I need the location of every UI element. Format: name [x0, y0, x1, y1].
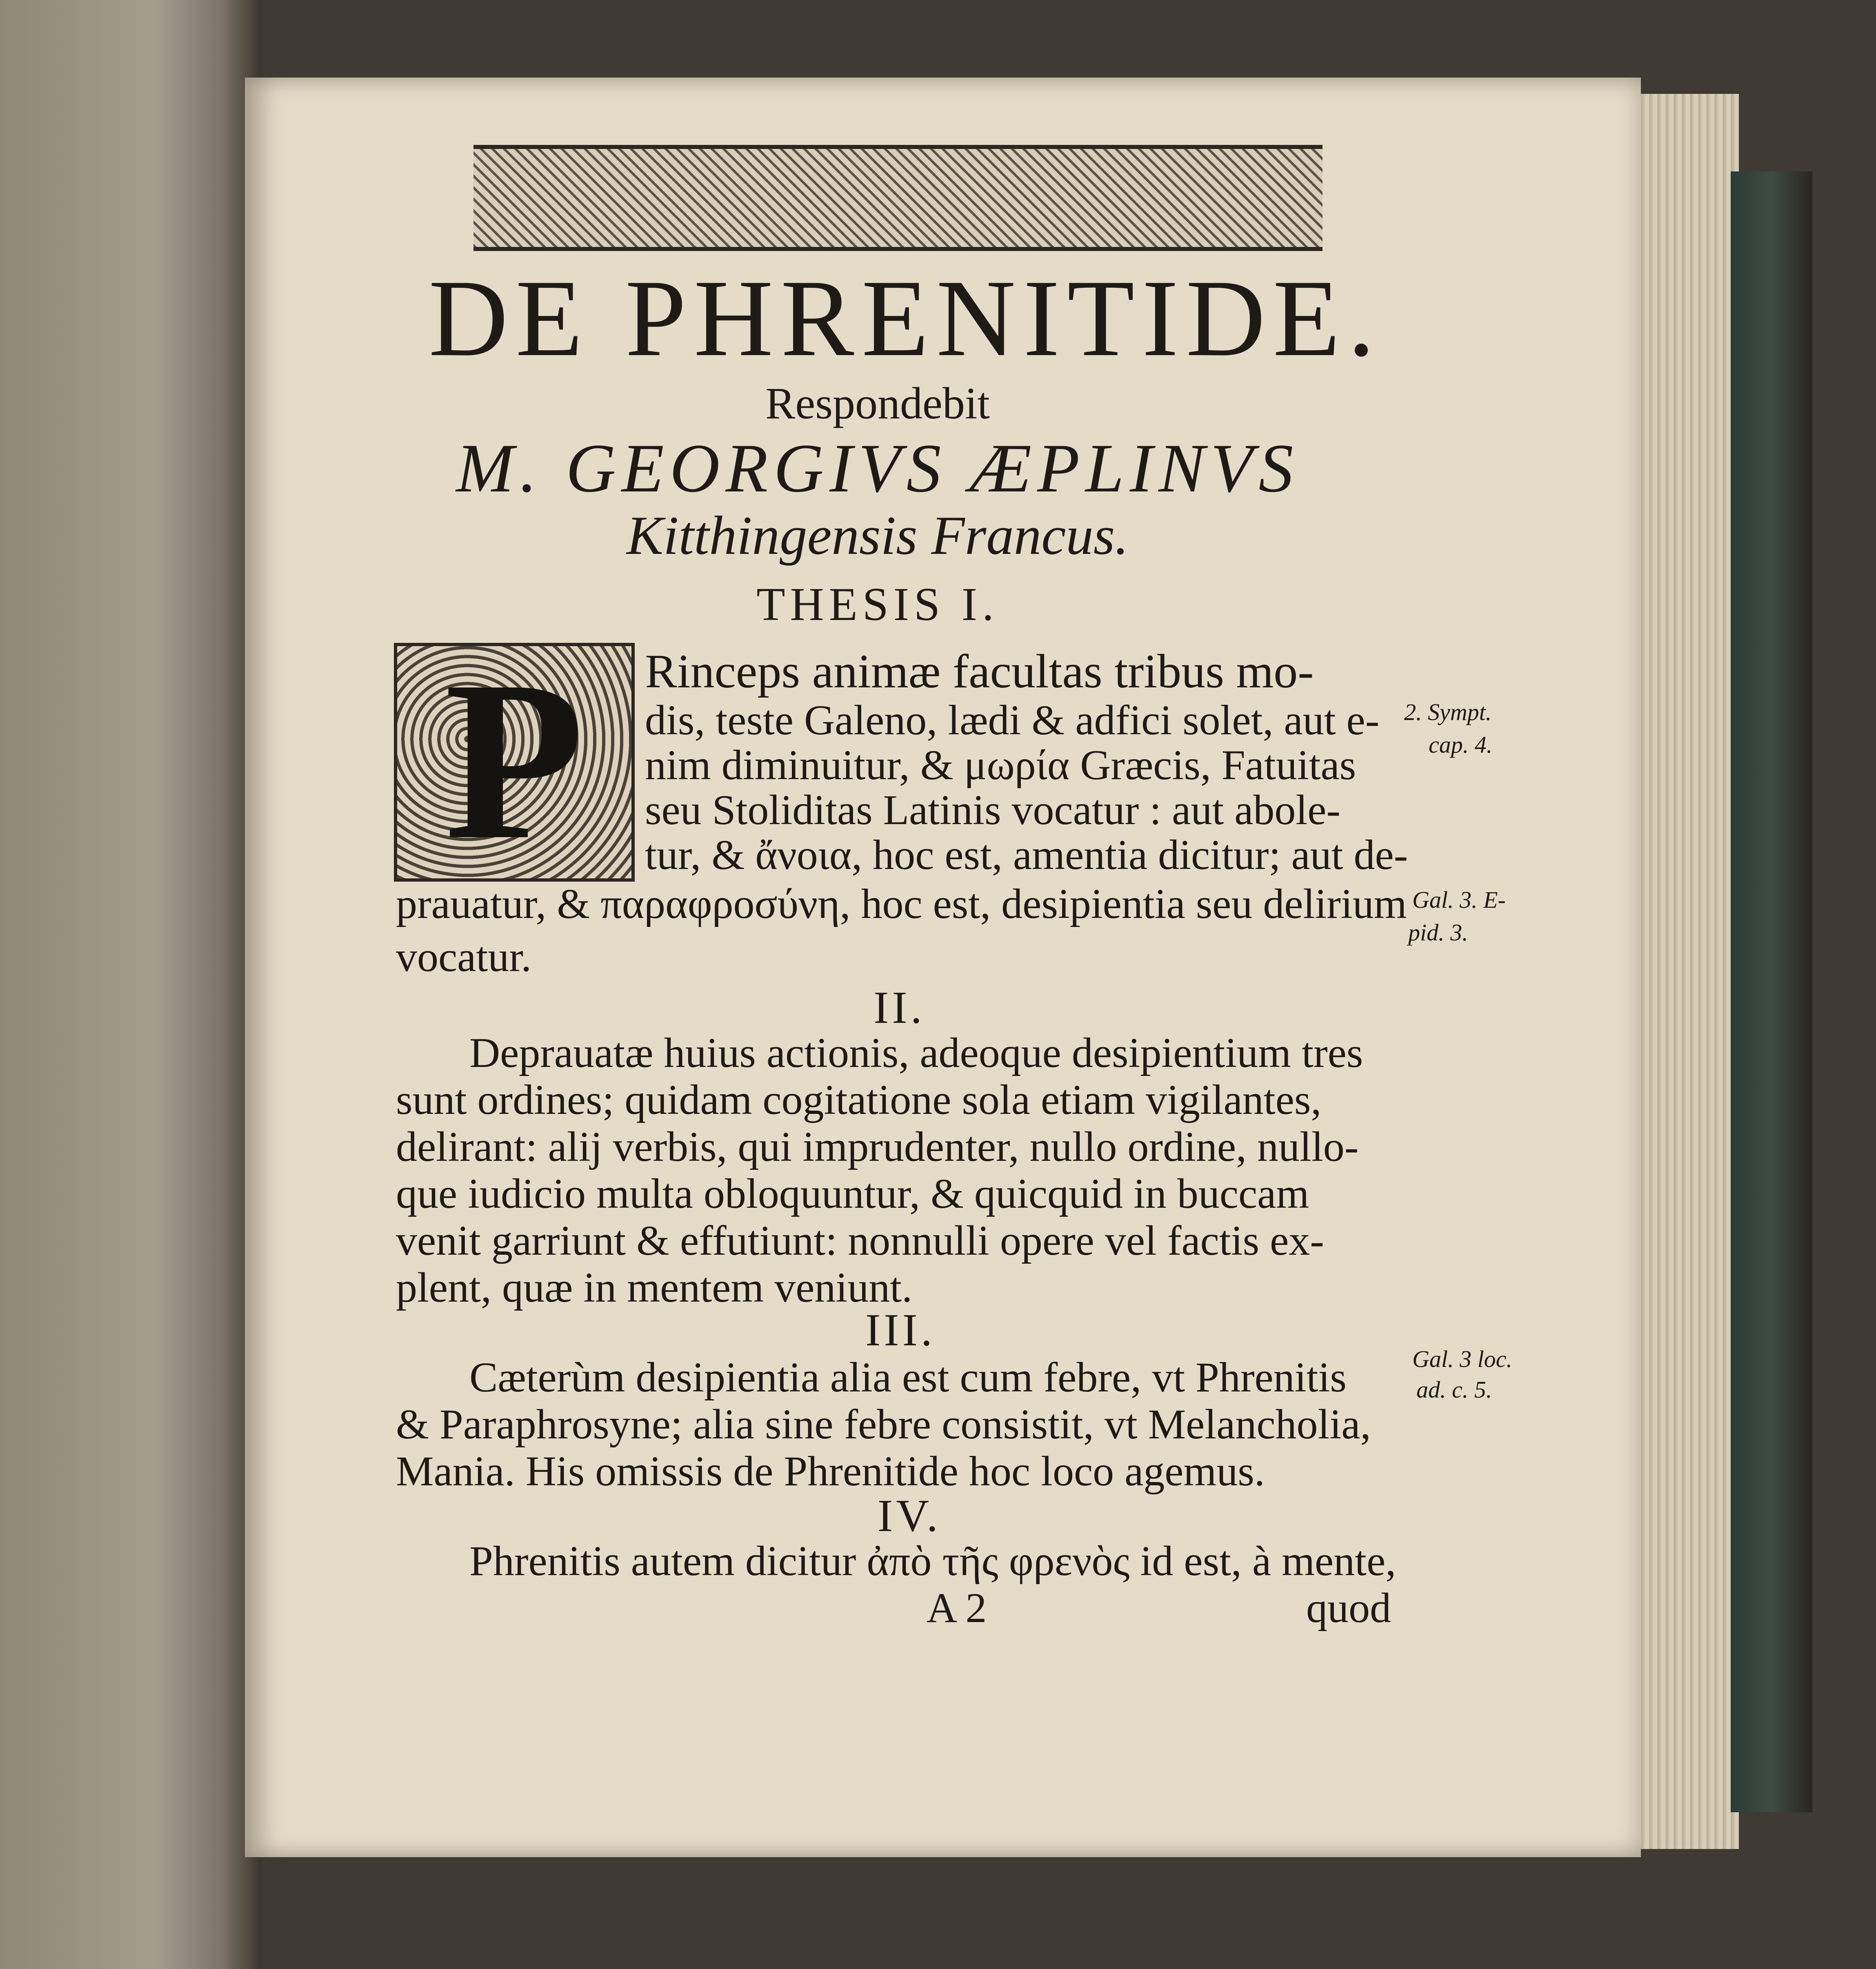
respondebit-line: Respondebit: [765, 378, 990, 428]
author-name: M. GEORGIVS ÆPLINVS: [456, 430, 1299, 507]
headpiece-ornament: [473, 145, 1323, 251]
decorated-initial: [394, 634, 635, 887]
thesis-number: II.: [874, 982, 925, 1033]
thesis-number: IV.: [878, 1491, 941, 1541]
thesis2-line: delirant: alij verbis, qui imprudenter, nullo ordine, nullo-: [396, 1123, 1359, 1170]
margin-note: ad. c. 5.: [1416, 1376, 1492, 1403]
margin-note: pid. 3.: [1408, 919, 1468, 946]
page-edges: [1637, 94, 1739, 1849]
thesis1-line: tur, & ἄνοια, hoc est, amentia dicitur; aut de-: [645, 831, 1408, 878]
thesis3-line: & Paraphrosyne; alia sine febre consistit, vt Melancholia,: [396, 1401, 1371, 1448]
margin-note: Gal. 3 loc.: [1412, 1346, 1512, 1372]
thesis2-line: sunt ordines; quidam cogitatione sola etiam vigilantes,: [396, 1076, 1322, 1123]
thesis2-line: plent, quæ in mentem veniunt.: [396, 1264, 913, 1311]
thesis1-line: dis, teste Galeno, lædi & adfici solet, aut e-: [645, 697, 1380, 744]
thesis3-line: Mania. His omissis de Phrenitide hoc loco agemus.: [396, 1448, 1265, 1495]
margin-note: cap. 4.: [1429, 731, 1493, 758]
thesis3-line: Cæterùm desipientia alia est cum febre, vt Phrenitis: [469, 1354, 1347, 1401]
thesis4-line: Phrenitis autem dicitur ἀπὸ τῆς φρενὸς id est, à mente,: [469, 1538, 1396, 1585]
thesis1-line: Rinceps animæ facultas tribus mo-: [645, 644, 1314, 698]
thesis1-line: vocatur.: [396, 933, 532, 980]
thesis2-line: Deprauatæ huius actionis, adeoque desipientium tres: [469, 1029, 1363, 1076]
catchword: quod: [1306, 1585, 1391, 1631]
thesis1-line: prauatur, & παραφροσύνη, hoc est, desipientia seu delirium: [396, 880, 1407, 927]
thesis-number: III.: [865, 1305, 936, 1356]
thesis2-line: que iudicio multa obloquuntur, & quicquid in buccam: [396, 1170, 1309, 1217]
signature-mark: A 2: [927, 1585, 987, 1631]
facing-page: [0, 0, 261, 1969]
author-origin: Kitthingensis Francus.: [626, 505, 1129, 566]
initial-letter: P: [444, 634, 585, 887]
thesis1-line: seu Stoliditas Latinis vocatur : aut abole-: [645, 787, 1341, 833]
page-title: DE PHRENITIDE.: [429, 257, 1383, 379]
thesis1-line: nim diminuitur, & μωρία Græcis, Fatuitas: [645, 742, 1356, 789]
book-cover-edge: [1731, 171, 1812, 1812]
margin-note: Gal. 3. E-: [1412, 887, 1506, 913]
margin-note: 2. Sympt.: [1404, 699, 1492, 725]
thesis-heading: THESIS I.: [756, 578, 999, 630]
thesis2-line: venit garriunt & effutiunt: nonnulli opere vel factis ex-: [396, 1217, 1324, 1264]
